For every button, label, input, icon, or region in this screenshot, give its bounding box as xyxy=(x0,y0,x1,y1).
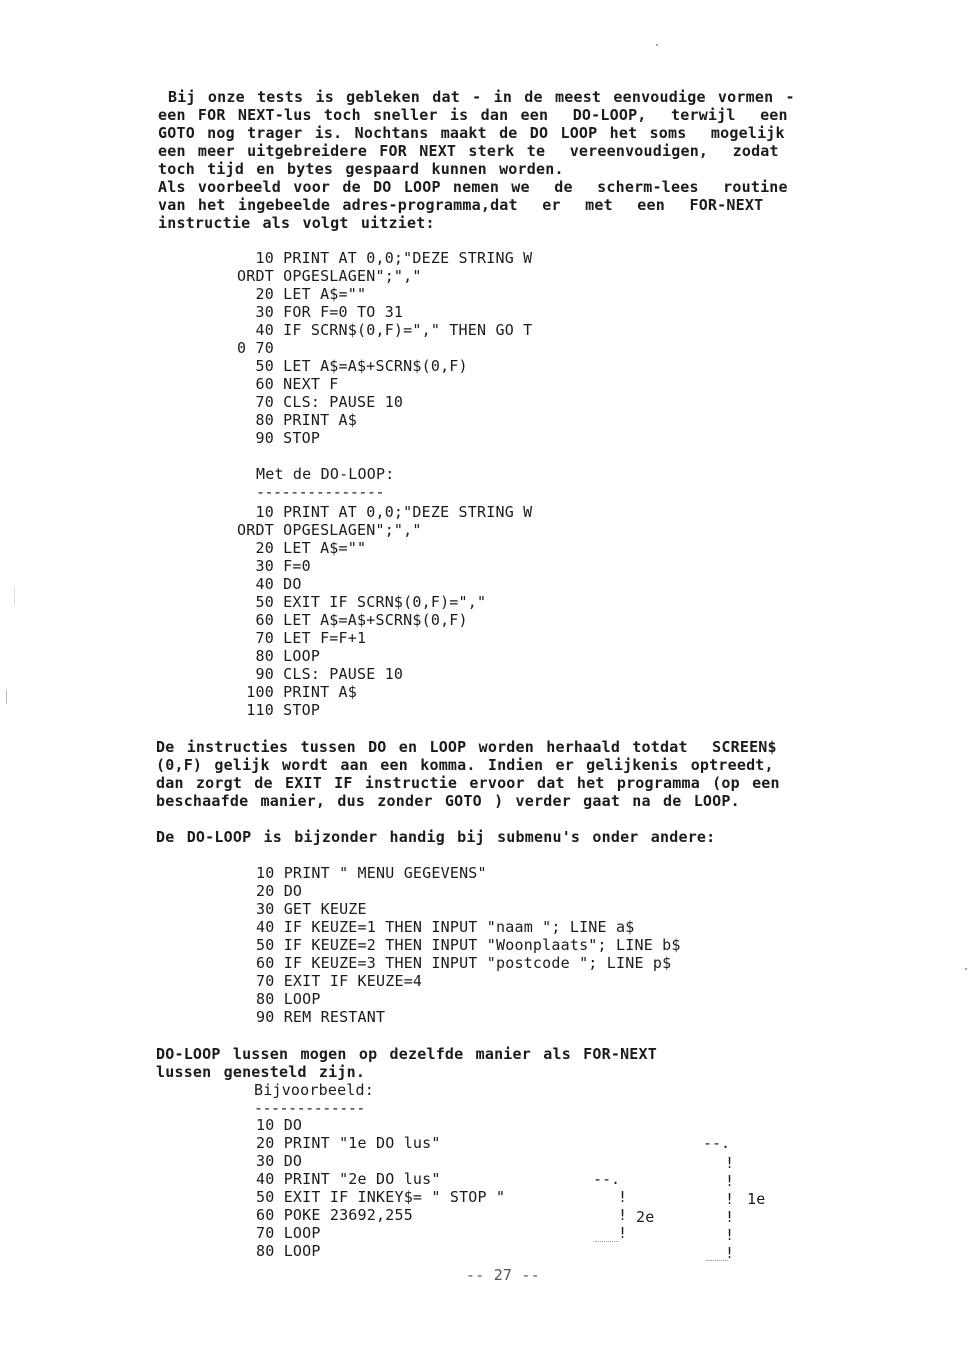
code-line: 60 IF KEUZE=3 THEN INPUT "postcode "; LINE p$ xyxy=(256,954,672,972)
code-line: 40 DO xyxy=(237,575,302,593)
example-underline: ------------- xyxy=(254,1099,365,1117)
code-line: ORDT OPGESLAGEN";"," xyxy=(237,267,422,285)
intro-line: een FOR NEXT-lus toch sneller is dan een DO-LOOP, terwijl een xyxy=(158,106,788,124)
code-line: ORDT OPGESLAGEN";"," xyxy=(237,521,422,539)
scan-speck xyxy=(656,44,658,46)
code-line: 20 DO xyxy=(256,882,303,900)
intro-line: Bij onze tests is gebleken dat - in de meest eenvoudige vormen - xyxy=(168,88,795,106)
submenu-paragraph: De DO-LOOP is bijzonder handig bij submenu's onder andere: xyxy=(156,828,716,846)
inner-loop-label: 2e xyxy=(636,1208,655,1226)
code-line: 70 CLS: PAUSE 10 xyxy=(237,393,404,411)
code-line: 50 EXIT IF SCRN$(0,F)="," xyxy=(237,593,487,611)
code-line: 20 LET A$="" xyxy=(237,539,367,557)
bracket-bar: ! xyxy=(725,1244,735,1262)
paragraph-line: beschaafde manier, dus zonder GOTO ) verder gaat na de LOOP. xyxy=(156,792,740,810)
intro-line: een meer uitgebreidere FOR NEXT sterk te vereenvoudigen, zodat xyxy=(158,142,779,160)
scan-mark xyxy=(6,690,7,704)
code-line: 80 PRINT A$ xyxy=(237,411,357,429)
bracket-bar: ! xyxy=(725,1154,735,1172)
code-line: 80 LOOP xyxy=(256,990,321,1008)
heading-underline: --------------- xyxy=(256,483,384,501)
code-line: 110 STOP xyxy=(237,701,321,719)
paragraph-line: lussen genesteld zijn. xyxy=(156,1063,366,1081)
scan-mark xyxy=(14,588,15,606)
intro-line: GOTO nog trager is. Nochtans maakt de DO LOOP het soms mogelijk xyxy=(158,124,785,142)
code-line: 80 LOOP xyxy=(256,1242,321,1260)
code-line: 10 PRINT " MENU GEGEVENS" xyxy=(256,864,487,882)
code-line: 0 70 xyxy=(237,339,274,357)
section-heading: Met de DO-LOOP: xyxy=(256,465,395,483)
code-line: 20 LET A$="" xyxy=(237,285,367,303)
bracket-bottom xyxy=(595,1241,619,1242)
code-line: 60 NEXT F xyxy=(237,375,339,393)
paragraph-line: (0,F) gelijk wordt aan een komma. Indien er gelijkenis optreedt, xyxy=(156,756,774,774)
scan-speck xyxy=(965,968,967,970)
code-line: 50 IF KEUZE=2 THEN INPUT "Woonplaats"; LINE b$ xyxy=(256,936,681,954)
code-line: 60 POKE 23692,255 xyxy=(256,1206,413,1224)
paragraph-line: De instructies tussen DO en LOOP worden herhaald totdat SCREEN$ xyxy=(156,738,777,756)
bracket-top: --. xyxy=(593,1170,621,1188)
bracket-bar: ! xyxy=(725,1190,735,1208)
code-line: 60 LET A$=A$+SCRN$(0,F) xyxy=(237,611,468,629)
code-line: 100 PRINT A$ xyxy=(237,683,357,701)
code-line: 70 EXIT IF KEUZE=4 xyxy=(256,972,423,990)
code-line: 90 STOP xyxy=(237,429,321,447)
intro-line: toch tijd en bytes gespaard kunnen worden. xyxy=(158,160,564,178)
code-line: 10 PRINT AT 0,0;"DEZE STRING W xyxy=(237,503,533,521)
code-line: 10 PRINT AT 0,0;"DEZE STRING W xyxy=(237,249,533,267)
code-line: 40 IF KEUZE=1 THEN INPUT "naam "; LINE a$ xyxy=(256,918,635,936)
page-number: -- 27 -- xyxy=(466,1266,540,1284)
code-line: 50 EXIT IF INKEY$= " STOP " xyxy=(256,1188,506,1206)
code-line: 20 PRINT "1e DO lus" xyxy=(256,1134,441,1152)
intro-line: van het ingebeelde adres-programma,dat er met een FOR-NEXT xyxy=(158,196,764,214)
example-heading: Bijvoorbeeld: xyxy=(254,1081,374,1099)
intro-line: instructie als volgt uitziet: xyxy=(158,214,435,232)
bracket-top: --. xyxy=(703,1134,731,1152)
bracket-bar: ! xyxy=(725,1208,735,1226)
bracket-bar: ! xyxy=(725,1172,735,1190)
code-line: 90 CLS: PAUSE 10 xyxy=(237,665,404,683)
bracket-bar: ! xyxy=(618,1188,628,1206)
intro-line: Als voorbeeld voor de DO LOOP nemen we de scherm-lees routine xyxy=(158,178,788,196)
code-line: 80 LOOP xyxy=(237,647,321,665)
bracket-bar: ! xyxy=(618,1206,628,1224)
code-line: 50 LET A$=A$+SCRN$(0,F) xyxy=(237,357,468,375)
code-line: 90 REM RESTANT xyxy=(256,1008,386,1026)
code-line: 40 IF SCRN$(0,F)="," THEN GO T xyxy=(237,321,533,339)
code-line: 70 LOOP xyxy=(256,1224,321,1242)
bracket-bar: ! xyxy=(725,1226,735,1244)
code-line: 30 FOR F=0 TO 31 xyxy=(237,303,404,321)
paragraph-line: dan zorgt de EXIT IF instructie ervoor dat het programma (op een xyxy=(156,774,780,792)
outer-loop-label: 1e xyxy=(747,1190,766,1208)
code-line: 70 LET F=F+1 xyxy=(237,629,367,647)
code-line: 30 DO xyxy=(256,1152,303,1170)
code-line: 10 DO xyxy=(256,1116,303,1134)
paragraph-line: DO-LOOP lussen mogen op dezelfde manier als FOR-NEXT xyxy=(156,1045,657,1063)
bracket-bottom xyxy=(706,1260,728,1261)
code-line: 40 PRINT "2e DO lus" xyxy=(256,1170,441,1188)
code-line: 30 GET KEUZE xyxy=(256,900,367,918)
bracket-bar: ! xyxy=(618,1224,628,1242)
code-line: 30 F=0 xyxy=(237,557,311,575)
